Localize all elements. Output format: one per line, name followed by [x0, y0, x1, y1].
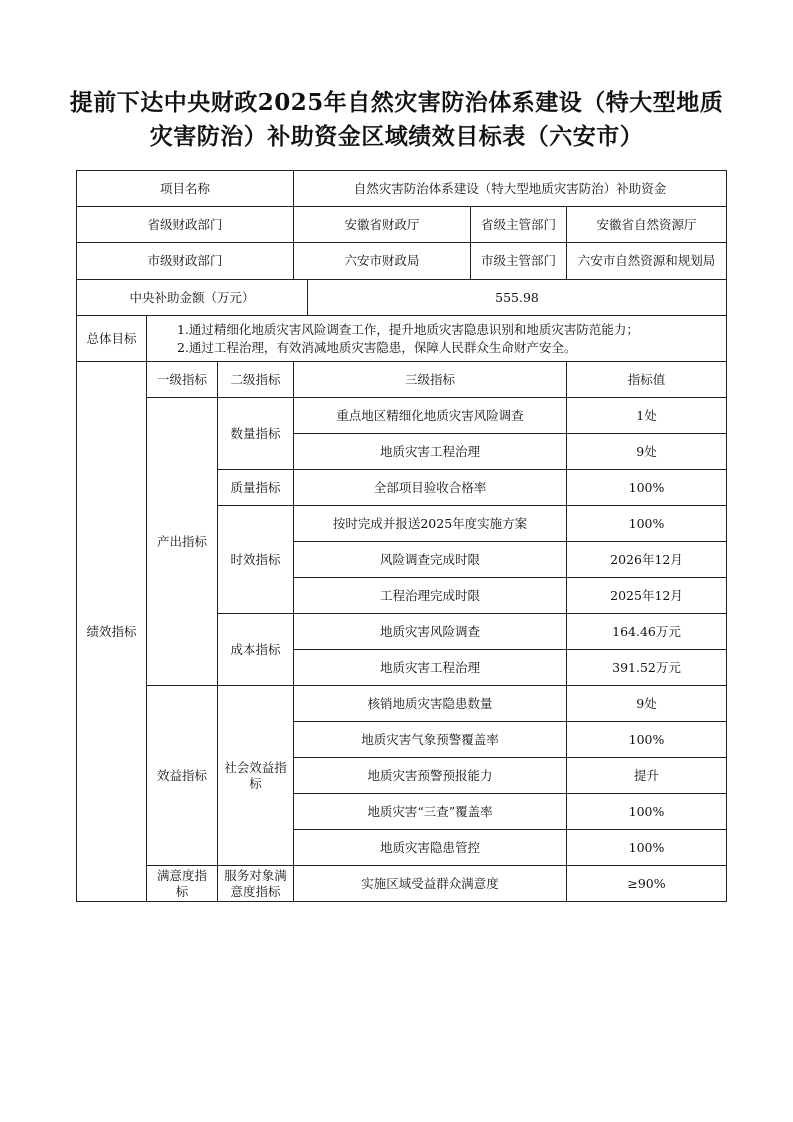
- benefit-indicator-label: 效益指标: [147, 686, 218, 866]
- prov-finance-label: 省级财政部门: [77, 207, 294, 243]
- amount-value: 555.98: [308, 280, 727, 316]
- indicator-name: 地质灾害工程治理: [294, 650, 567, 686]
- satisfaction-indicator-label: 满意度指标: [147, 866, 218, 902]
- header-level3: 三级指标: [294, 362, 567, 398]
- indicator-value: ≥90%: [567, 866, 727, 902]
- service-satisfaction-indicator-label: 服务对象满意度指标: [218, 866, 294, 902]
- title-line-2: 灾害防治）补助资金区域绩效目标表（六安市）: [149, 123, 644, 150]
- overall-goal-2: 2.通过工程治理，有效消减地质灾害隐患，保障人民群众生命财产安全。: [177, 339, 577, 355]
- prov-finance-value: 安徽省财政厅: [294, 207, 471, 243]
- indicator-name: 地质灾害风险调查: [294, 614, 567, 650]
- output-indicator-label: 产出指标: [147, 398, 218, 686]
- indicator-value: 1处: [567, 398, 727, 434]
- city-row: [77, 243, 727, 280]
- overall-goal-label: 总体目标: [77, 316, 147, 362]
- indicator-name: 全部项目验收合格率: [294, 470, 567, 506]
- indicator-name: 重点地区精细化地质灾害风险调查: [294, 398, 567, 434]
- indicator-name: 实施区域受益群众满意度: [294, 866, 567, 902]
- city-dept-value: 六安市自然资源和规划局: [567, 243, 727, 280]
- indicator-name: 工程治理完成时限: [294, 578, 567, 614]
- indicator-value: 391.52万元: [567, 650, 727, 686]
- header-value: 指标值: [567, 362, 727, 398]
- amount-row: [77, 280, 727, 316]
- indicator-value: 100%: [567, 830, 727, 866]
- city-finance-label: 市级财政部门: [77, 243, 294, 280]
- quantity-indicator-label: 数量指标: [218, 398, 294, 470]
- quality-indicator-label: 质量指标: [218, 470, 294, 506]
- table-row: [77, 398, 727, 434]
- indicator-value: 提升: [567, 758, 727, 794]
- indicator-value: 164.46万元: [567, 614, 727, 650]
- indicator-value: 2025年12月: [567, 578, 727, 614]
- city-dept-label: 市级主管部门: [471, 243, 567, 280]
- project-name-row: [77, 171, 727, 207]
- indicator-value: 9处: [567, 434, 727, 470]
- indicator-name: 地质灾害气象预警覆盖率: [294, 722, 567, 758]
- overall-goal-text: [147, 316, 727, 362]
- table-row: [77, 866, 727, 902]
- project-name-label: 项目名称: [77, 171, 294, 207]
- prov-dept-value: 安徽省自然资源厅: [567, 207, 727, 243]
- indicator-name: 地质灾害工程治理: [294, 434, 567, 470]
- indicator-name: 地质灾害预警预报能力: [294, 758, 567, 794]
- indicator-name: 按时完成并报送2025年度实施方案: [294, 506, 567, 542]
- title-line-1: 提前下达中央财政2025年自然灾害防治体系建设（特大型地质: [69, 89, 724, 116]
- province-row: [77, 207, 727, 243]
- amount-label: 中央补助金额（万元）: [77, 280, 308, 316]
- overall-goal-row: [77, 316, 727, 362]
- indicator-value: 100%: [567, 794, 727, 830]
- indicator-value: 100%: [567, 722, 727, 758]
- overall-goal-1: 1.通过精细化地质灾害风险调查工作，提升地质灾害隐患识别和地质灾害防范能力；: [177, 321, 639, 337]
- table-row: [77, 686, 727, 722]
- cost-indicator-label: 成本指标: [218, 614, 294, 686]
- performance-label: 绩效指标: [77, 362, 147, 902]
- indicator-name: 地质灾害“三查”覆盖率: [294, 794, 567, 830]
- indicator-name: 风险调查完成时限: [294, 542, 567, 578]
- performance-goal-table: [76, 170, 727, 902]
- indicator-value: 2026年12月: [567, 542, 727, 578]
- prov-dept-label: 省级主管部门: [471, 207, 567, 243]
- timeliness-indicator-label: 时效指标: [218, 506, 294, 614]
- indicator-value: 9处: [567, 686, 727, 722]
- indicator-value: 100%: [567, 470, 727, 506]
- indicator-value: 100%: [567, 506, 727, 542]
- indicator-name: 地质灾害隐患管控: [294, 830, 567, 866]
- indicator-name: 核销地质灾害隐患数量: [294, 686, 567, 722]
- header-level1: 一级指标: [147, 362, 218, 398]
- table-header-row: [77, 362, 727, 398]
- social-benefit-indicator-label: 社会效益指标: [218, 686, 294, 866]
- document-title: [60, 86, 733, 154]
- header-level2: 二级指标: [218, 362, 294, 398]
- city-finance-value: 六安市财政局: [294, 243, 471, 280]
- project-name-value: 自然灾害防治体系建设（特大型地质灾害防治）补助资金: [294, 171, 727, 207]
